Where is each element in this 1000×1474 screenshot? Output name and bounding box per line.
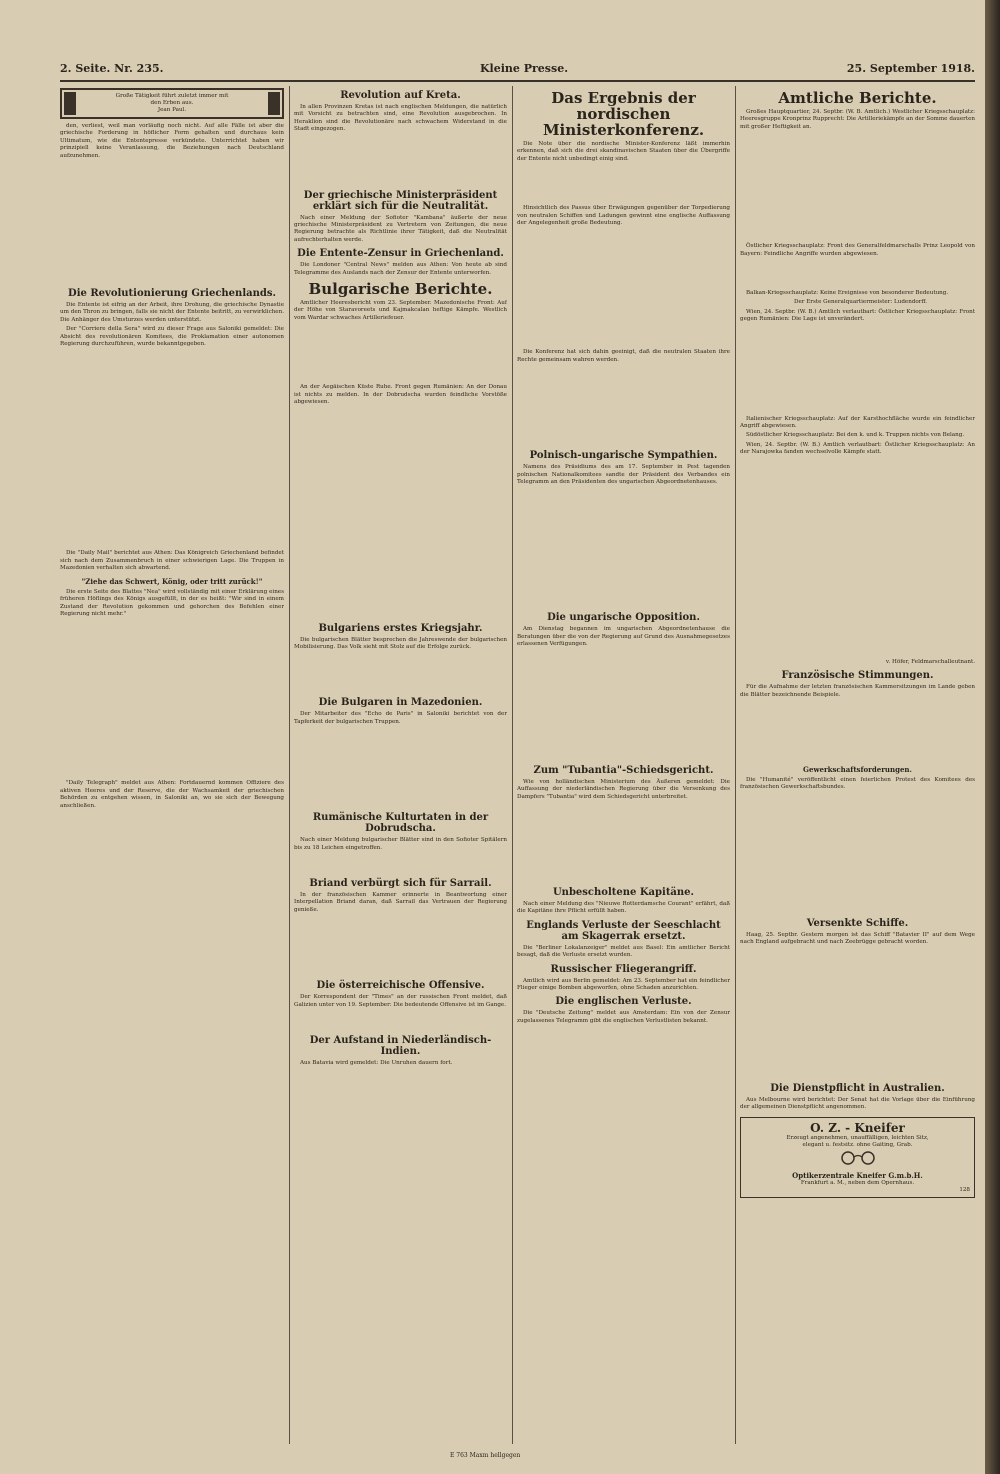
headline-opposition: Die ungarische Opposition. [547,612,700,624]
ad-number: 128 [959,1186,970,1193]
article-text: An der Aegäischen Küste Ruhe. Front gegen Rumänien: An der Donau ist nichts zu melden. In der Dobrudscha wurden feindliche Vorstöße abgewiesen. [294,384,507,406]
headline-dobrudscha: Rumänische Kulturtaten in der Dobrudscha. [312,812,489,835]
article-text: Die bulgarischen Blätter besprechen die Jahreswende der bulgarischen Mobilisierung. Das Volk sieht mit Stolz auf die Erfolge zurück. [294,636,507,650]
spacer [294,324,507,384]
article-text: Haag, 25. Septbr. Gestern morgen ist das Schiff "Batavier II" auf dem Wege nach England aufgebracht und nach Zeebrügge gebracht worden. [740,931,975,946]
article-text: Aus Batavia wird gemeldet: Die Unruhen dauern fort. [300,1059,453,1066]
headline-skagerrak: Englands Verluste der Seeschlacht am Skagerrak ersetzt. [526,919,721,942]
spacer [294,409,507,619]
article-text: Großes Hauptquartier, 24. Septbr. (W. B. Amtlich.) Westlicher Kriegsschauplatz: Heeresgruppe Kronprinz Rupprecht: Die Artilleriekämpfe an der Somme dauerten mit großer Heftigkeit an. [740,109,975,130]
signature: Der Erste Generalquartiermeister: Ludendorff. [793,299,928,306]
article-text: Südöstlicher Kriegsschauplatz: Bei den k. und k. Truppen nichts von Belang. [746,432,965,439]
headline-ministerpraesident: Der griechische Ministerpräsident erklärt sich für die Neutralität. [303,189,498,212]
headline-bulgarische-berichte: Bulgarische Berichte. [308,280,493,299]
spacer [517,651,730,761]
spacer [294,1011,507,1031]
ad-brand: O. Z. - Kneifer [810,1121,905,1136]
article-text: Der Korrespondent der "Times" an der russischen Front meldet, daß Galizien unter von 19. September: Die bedeutende Offensive ist im Gange. [294,994,507,1008]
newspaper-title: Kleine Presse. [480,62,569,75]
headline-zensur: Die Entente-Zensur in Griechenland. [297,248,504,260]
column-divider [289,86,290,1444]
ad-company: Optikerzentrale Kneifer G.m.b.H. [792,1170,923,1180]
spacer [517,229,730,349]
headline-kreta: Revolution auf Kreta. [340,90,461,101]
spacer [60,350,284,550]
column-3 [517,86,730,1444]
spacer [294,916,507,976]
box-ornament-right [268,92,280,115]
article-text: Aus Melbourne wird berichtet: Der Senat hat die Vorlage über die Einführung der allgemeinen Dienstpflicht angenommen. [740,1096,975,1110]
headline-sarrail: Briand verbürgt sich für Sarrail. [309,877,492,889]
article-text: Hinsichtlich des Passus über Erwägungen gegenüber der Torpedierung von neutralen Schiffen und Ladungen gewinnt eine englische Auffassung der Angelegenheit große Bedeutung. [517,205,730,227]
article-text: Balkan-Kriegsschauplatz: Keine Ereignisse von besonderer Bedeutung. [746,290,949,297]
issue-date: 25. September 1918. [846,62,975,75]
spacer [740,794,975,914]
spacer [740,459,975,659]
article-text: Östlicher Kriegsschauplatz: Front des Generalfeldmarschalls Prinz Leopold von Bayern: Feindliche Angriffe wurden abgewiesen. [740,243,975,257]
eyeglasses-icon [838,1151,878,1165]
quote-headline: "Ziehe das Schwert, König, oder tritt zurück!" [81,576,263,586]
headline-gewerkschaft: Gewerkschaftsforderungen. [803,764,912,774]
spacer [740,326,975,416]
article-text: Wien, 24. Septbr. (W. B.) Amtlich verlautbart: Östlicher Kriegsschauplatz: An der Narajowka fanden wechselvolle Kämpfe statt. [740,441,975,456]
article-text: Amtlicher Heeresbericht vom 23. September. Mazedonische Front: Auf der Höhe von Staravoreets und Kajmakcalan heftige Kämpfe. Westlich vom Wardar schwaches Artilleriefeuer. [294,300,507,321]
article-text: Die Londoner "Central News" melden aus Athen: Von heute ab sind Telegramme des Auslands nach der Zensur der Entente unterworfen. [294,262,507,276]
spacer [517,165,730,205]
spacer [740,260,975,290]
headline-revolutionierung: Die Revolutionierung Griechenlands. [68,288,276,300]
ad-line: elegant u. festsitz. ohne Gaiting, Grab. [802,1142,913,1149]
quote-line: Große Tätigkeit führt zuletzt immer mit [115,93,229,99]
quote-author: Jean Paul. [157,107,187,113]
spacer [294,854,507,874]
headline-tubantia: Zum "Tubantia"-Schiedsgericht. [533,764,714,776]
article-text: In allen Provinzen Kretas ist nach englischen Meldungen, die natürlich mit Vorsicht zu betrachten sind, eine Revolution ausgebrochen. In Heraklion sind die Revolutionäre nach schwachem Widerstand in die Stadt eingezogen. [294,104,507,133]
spacer [517,803,730,883]
article-text: Nach einer Meldung des "Nieuwe Rotterdamsche Courant" erfährt, daß die Kapitäne ihre Pflicht erfüllt haben. [517,900,730,915]
advertisement [740,1117,975,1197]
article-text: Die Entente ist eifrig an der Arbeit, ihre Drohung, die griechische Dynastie um den Thron zu bringen, falls sie nicht der Entente beitritt, zu verwirklichen. Die Anhänger des Umsturzes werden unterstützt. [60,302,284,323]
article-text: "Daily Telegraph" meldet aus Athen: Fortdauernd kommen Offiziere des aktiven Heeres und der Reserve, die der Wachsamkeit der griechischen Behörden zu entgehen wissen, in Saloniki an, wo sie sich der Bewegung anschließen. [60,780,284,809]
headline-amtliche-berichte: Amtliche Berichte. [778,89,937,107]
headline-englische-verluste: Die englischen Verluste. [555,996,692,1008]
spacer [517,366,730,446]
spacer [60,164,284,284]
spacer [740,949,975,1079]
spacer [294,728,507,808]
article-text: Die erste Seite des Blattes "Nea" wird vollständig mit einer Erklärung eines früheren Höflings des Königs ausgefüllt, in der es heißt: "Wir sind in einem Zustand der Revolution gekommen und gehorchen des Befehlen einer Regierung nicht mehr." [60,588,284,617]
article-text: Nach einer Meldung der Sofioter "Kambana" äußerte der neue griechische Ministerpräsident zu Vertretern von Zeitungen, die neue Regierung betrachte als Richtlinie ihrer Tätigkeit, daß die Neutralität aufrechterhalten werde. [294,214,507,243]
column-divider [512,86,513,1444]
header-rule [60,80,975,82]
article-text: Namens des Präsidiums des am 17. September in Pest tagenden polnischen Nationalkomitees sandte der Präsident des Verbandes ein Telegramm an den Präsidenten des ungarischen Abgeordnetenhauses. [517,464,730,486]
page-header [60,62,975,78]
article-text: Amtlich wird aus Berlin gemeldet: Am 23. September hat ein feindlicher Flieger einige Bomben abgeworfen, ohne Schaden anzurichten. [517,977,730,991]
quote-line: den Erben aus. [150,100,194,106]
article-text: Wie von holländischen Ministerium des Äußeren gemeldet: Die Auffassung der niederländischen Regierung über die Versenkung des Dampfers "Tubantia" wird dem Schiedsgericht unterbreitet. [517,778,730,800]
article-text: Die "Humanité" veröffentlicht einen feierlichen Protest des Komitees des französischen Gewerkschaftsbundes. [740,776,975,791]
box-ornament-left [64,92,76,115]
article-text: In der französischen Kammer erinnerte in Beantwortung einer Interpellation Briand daran, daß Sarrail das Vertrauen der Regierung genieße. [294,891,507,913]
quote-box [60,88,284,119]
column-2 [294,86,507,1444]
column-divider [735,86,736,1444]
spacer [740,701,975,761]
headline-kriegsjahr: Bulgariens erstes Kriegsjahr. [318,622,483,634]
spacer [294,653,507,693]
article-text: Nach einer Meldung bulgarischer Blätter sind in den Sofioter Spitälern bis zu 18 Leichen eingetroffen. [294,837,507,851]
article-text: Die "Daily Mail" berichtet aus Athen: Das Königreich Griechenland befindet sich nach dem Zusammenbruch in einer schwierigen Lage. Die Truppen in Mazedonien verhalten sich abwartend. [60,550,284,572]
article-text: Der "Corriere della Sera" wird zu dieser Frage aus Saloniki gemeldet: Die Absicht des revolutionären Komitees, die Proklamation einer autonomen Regierung durchzuführen, wurde bekanntgegeben. [60,326,284,348]
article-text: Die Note über die nordische Minister-Konferenz läßt immerhin erkennen, daß sich die drei skandinavischen Staaten über die Übergriffe der Entente nicht unbedingt einig sind. [517,141,730,162]
article-text: Die Konferenz hat sich dahin geeinigt, daß die neutralen Staaten ihre Rechte gemeinsam wahren werden. [517,349,730,363]
article-text: den, verliest, weil man vorläufig noch nicht. Auf alle Fälle ist aber die griechische Forderung in höflicher Form gehalten und durchaus kein Ultimatum, wie die Ententepresse verkündete. Unterrichtet haben wir prinzipiell keine Veranlassung, die Beziehungen nach Deutschland aufzunehmen. [60,123,284,159]
headline-fliegerangriff: Russischer Fliegerangriff. [550,963,697,975]
book-binding [985,0,1000,1474]
spacer [517,488,730,608]
headline-ministerkonferenz: Das Ergebnis der nordischen Ministerkonferenz. [542,89,705,139]
headline-franzoesische-stimmungen: Französische Stimmungen. [781,670,934,682]
ad-line: Erzeugt angenehmen, unauffälligen, leichten Sitz, [786,1135,929,1142]
footer-note: E 763 Maxm hellgegen [450,1452,521,1459]
headline-sympathien: Polnisch-ungarische Sympathien. [529,450,718,462]
column-1 [60,86,284,1444]
article-text: Am Dienstag begannen im ungarischen Abgeordnetenhause die Beratungen über die von der Regierung auf Grund des Ausnahmegesetzes erlassenen Verfügungen. [517,626,730,648]
article-text: Wien, 24. Septbr. (W. B.) Amtlich verlautbart: Östlicher Kriegsschauplatz: Front gegen Rumänien: Die Lage ist unverändert. [740,308,975,323]
article-text: Die "Berliner Lokalanzeiger" meldet aus Basel: Ein amtlicher Bericht besagt, daß die Verluste ersetzt wurden. [517,944,730,959]
ad-address: Frankfurt a. M., neben dem Opernhaus. [800,1179,915,1186]
headline-offensive: Die österreichische Offensive. [316,980,485,992]
article-text: Die "Deutsche Zeitung" meldet aus Amsterdam: Ein von der Zensur zugelassenes Telegramm gibt die englischen Verlustlisten bekannt. [517,1010,730,1024]
spacer [294,136,507,186]
article-text: Für die Aufnahme der letzten französischen Kammersitzungen im Lande geben die Blätter bezeichnende Beispiele. [740,684,975,698]
headline-versenkte-schiffe: Versenkte Schiffe. [806,917,909,929]
headline-kapitaene: Unbescholtene Kapitäne. [552,886,695,898]
headline-mazedonien: Die Bulgaren in Mazedonien. [318,697,483,709]
headline-niederlaendisch-indien: Der Aufstand in Niederländisch-Indien. [309,1034,492,1057]
spacer [60,620,284,780]
signature: v. Höfer, Feldmarschalleutnant. [885,658,975,665]
column-4 [740,86,975,1444]
headline-dienstpflicht: Die Dienstpflicht in Australien. [770,1082,945,1094]
page-number: 2. Seite. Nr. 235. [60,62,164,75]
article-text: Italienischer Kriegsschauplatz: Auf der Karsthochfläche wurde ein feindlicher Angriff abgewiesen. [740,415,975,430]
article-text: Der Mitarbeiter des "Echo de Paris" in Saloniki berichtet von der Tapferkeit der bulgarischen Truppen. [294,711,507,725]
spacer [740,133,975,243]
